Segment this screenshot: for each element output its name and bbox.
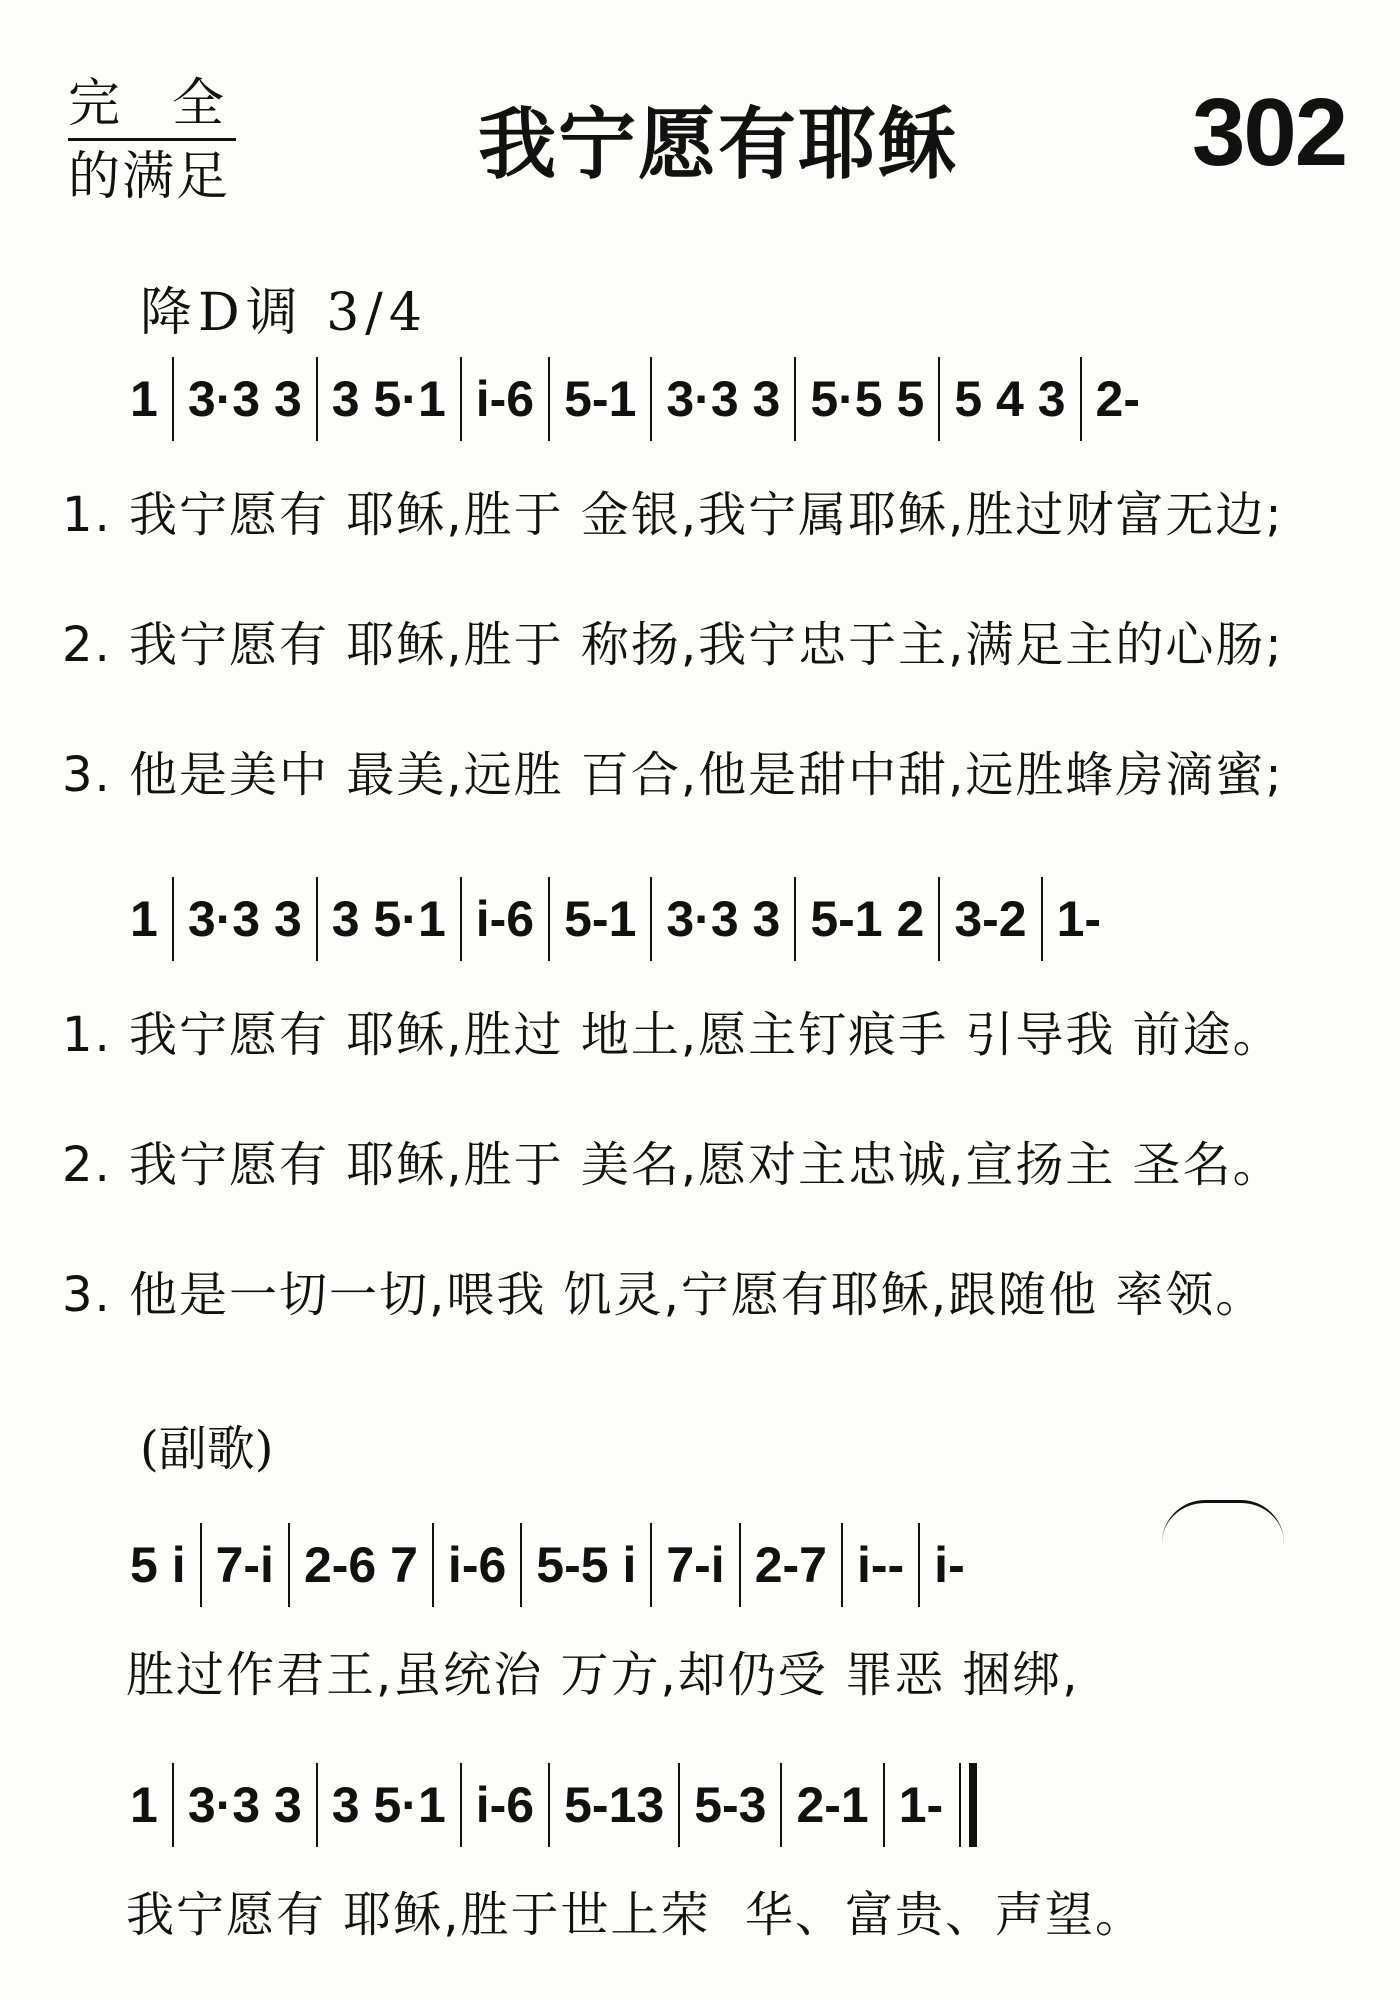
final-bar-thick	[969, 1763, 977, 1847]
bar-line	[678, 1763, 680, 1847]
hymn-title: 我宁愿有耶稣	[478, 100, 959, 190]
notation-row	[130, 1522, 965, 1608]
measure: 7-i	[215, 1537, 274, 1593]
measure: 3 5·1	[331, 891, 446, 947]
category-line-2: 的满足	[68, 147, 231, 207]
measure: 1	[130, 891, 158, 947]
notation-row	[130, 876, 1101, 962]
measure: 5-1 2	[810, 891, 925, 947]
chorus-label: (副歌)	[140, 1421, 274, 1477]
measure: 5·5 5	[810, 371, 925, 427]
bar-line	[460, 1763, 462, 1847]
final-bar-thin	[959, 1763, 961, 1847]
measure: 2-	[1095, 371, 1140, 427]
bar-line	[1041, 877, 1043, 961]
lyric-line: 3. 他是一切一切,喂我 饥灵,宁愿有耶稣,跟随他 率领。	[62, 1267, 1266, 1323]
measure: i-	[934, 1537, 965, 1593]
measure: i--	[856, 1537, 905, 1593]
measure: 3·3 3	[666, 891, 781, 947]
measure: 3·3 3	[187, 1777, 302, 1833]
bar-line	[650, 1523, 652, 1607]
chorus-lyric-line: 我宁愿有 耶稣,胜于世上荣 华、富贵、声望。	[126, 1887, 1146, 1943]
bar-line	[316, 357, 318, 441]
measure: i-6	[475, 1777, 535, 1833]
measure: 3 5·1	[331, 1777, 446, 1833]
bar-line	[938, 357, 940, 441]
lyric-line: 1. 我宁愿有 耶稣,胜过 地土,愿主钉痕手 引导我 前途。	[62, 1007, 1283, 1063]
notation-row	[130, 356, 1140, 442]
measure: 3-2	[954, 891, 1027, 947]
bar-line	[200, 1523, 202, 1607]
measure: 5-1	[564, 891, 637, 947]
chorus-lyric-line: 胜过作君王,虽统治 万方,却仍受 罪恶 捆绑,	[126, 1647, 1080, 1703]
bar-line	[548, 357, 550, 441]
bar-line	[548, 877, 550, 961]
bar-line	[172, 877, 174, 961]
measure: 1	[130, 371, 158, 427]
bar-line	[316, 877, 318, 961]
bar-line	[841, 1523, 843, 1607]
bar-line	[918, 1523, 920, 1607]
bar-line	[739, 1523, 741, 1607]
bar-line	[794, 877, 796, 961]
bar-line	[883, 1763, 885, 1847]
bar-line	[1080, 357, 1082, 441]
bar-line	[780, 1763, 782, 1847]
measure: i-6	[475, 891, 535, 947]
bar-line	[520, 1523, 522, 1607]
bar-line	[460, 357, 462, 441]
measure: i-6	[475, 371, 535, 427]
measure: 5-13	[564, 1777, 665, 1833]
measure: 5-3	[694, 1777, 767, 1833]
notation-row	[130, 1762, 977, 1848]
measure: 5-5 i	[536, 1537, 637, 1593]
bar-line	[432, 1523, 434, 1607]
tie-mark	[1162, 1500, 1284, 1543]
measure: 1-	[898, 1777, 944, 1833]
measure: 5 i	[130, 1537, 186, 1593]
lyric-line: 2. 我宁愿有 耶稣,胜于 美名,愿对主忠诚,宣扬主 圣名。	[62, 1137, 1283, 1193]
bar-line	[650, 357, 652, 441]
measure: i-6	[447, 1537, 507, 1593]
bar-line	[938, 877, 940, 961]
category-line-1: 完全	[68, 78, 236, 141]
measure: 3·3 3	[187, 891, 302, 947]
measure: 3 5·1	[331, 371, 446, 427]
measure: 5-1	[564, 371, 637, 427]
measure: 7-i	[666, 1537, 725, 1593]
lyric-line: 1. 我宁愿有 耶稣,胜于 金银,我宁属耶稣,胜过财富无边;	[62, 487, 1284, 543]
measure: 5 4 3	[954, 371, 1066, 427]
bar-line	[650, 877, 652, 961]
bar-line	[288, 1523, 290, 1607]
measure: 2-7	[754, 1537, 827, 1593]
measure: 3·3 3	[666, 371, 781, 427]
measure: 1-	[1056, 891, 1102, 947]
lyric-line: 3. 他是美中 最美,远胜 百合,他是甜中甜,远胜蜂房滴蜜;	[62, 747, 1284, 803]
key-signature: 降D调 3/4	[140, 283, 428, 343]
measure: 2-1	[796, 1777, 869, 1833]
bar-line	[316, 1763, 318, 1847]
bar-line	[794, 357, 796, 441]
category-label	[68, 74, 277, 207]
measure: 1	[130, 1777, 158, 1833]
measure: 2-6 7	[303, 1537, 418, 1593]
measure: 3·3 3	[187, 371, 302, 427]
bar-line	[172, 357, 174, 441]
hymn-number: 302	[1192, 79, 1347, 186]
bar-line	[548, 1763, 550, 1847]
bar-line	[460, 877, 462, 961]
lyric-line: 2. 我宁愿有 耶稣,胜于 称扬,我宁忠于主,满足主的心肠;	[62, 617, 1284, 673]
bar-line	[172, 1763, 174, 1847]
